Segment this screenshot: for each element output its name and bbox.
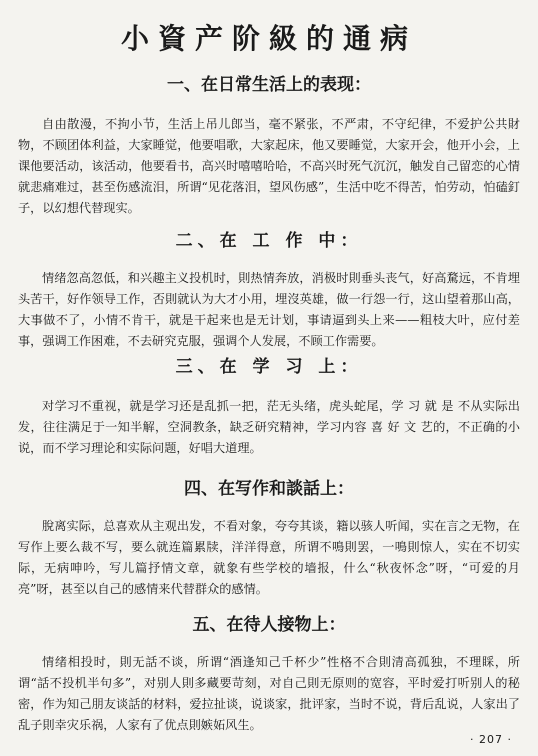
section-heading-work: 二、在 工 作 中： bbox=[175, 231, 363, 251]
page-number: · 207 · bbox=[470, 733, 512, 746]
section-body-social: 情绪相投时，則无話不谈，所谓“酒逢知己千杯少”性格不合則清高孤独，不理睬，所谓“話不投机半句多”，对别人則多藏要苛刻，对自己則无原则的宽容，平时爱打听别人的秘密，作为知己朋友谈話的材料，爱拉扯谈，说谈家，批评家，当时不说，背后乱说，人家出了乱子則幸灾乐祸，人家有了优点則嫉妬风生。 bbox=[18, 655, 520, 732]
section-heading-daily-life: 一、在日常生活上的表现： bbox=[167, 75, 371, 95]
section-heading-social: 五、在待人接物上： bbox=[192, 615, 346, 635]
section-body-work: 情绪忽高忽低，和兴趣主义投机时，則热情奔放，消极时則垂头丧气，好高騖远，不肯埋头苦干，好作领导工作，否則就认为大才小用，埋沒英雄，做一行怨一行，这山望着那山高，大事做不了，小情不肯干，就是干起来也是无计划，事请逼到头上来——粗枝大叶，应付差事，强调工作困难，不去研究克服，强调个人发展，不顾工作需要。 bbox=[18, 271, 520, 348]
section-body-writing: 脫离实际，总喜欢从主观出发，不看对象，夸夸其谈，籍以骇人听闻，实在言之无物，在写作上要么裁不写，要么就连篇累牍，洋洋得意，所谓不鳴則罢，一鳴則惊人，实在不切实际，无病呻吟，写儿篇抒情文章，就象有些学校的墙报，什么“秋夜怀念”呀，“可爱的月亮”呀，甚至以自己的感情来代替群众的感情。 bbox=[18, 519, 520, 596]
section-body-study: 对学习不重视，就是学习还是乱抓一把，茫无头绪，虎头蛇尾，学 习 就 是 不从实际出发，往往满足于一知半解，空洞教条，缺乏研究精神，学习内容 喜 好 文 艺的，不正确的小说，而不学习理论和实际问题，好唱大道理。 bbox=[18, 399, 520, 455]
section-heading-study: 三、在 学 习 上： bbox=[175, 357, 363, 377]
section-body-daily-life: 自由散漫，不拘小节，生活上吊儿郎当，毫不紧张，不严肃，不守纪律，不爱护公共財物，不顾团体利益，大家睡觉，他要唱歌，大家起床，他又要睡觉，大家开会，他开小会，上课他要活动，该活动，他要看书，高兴时嘻嘻哈哈，不高兴时死气沉沉，触发自己留恋的心情就悲痛难过，甚至伤感流泪，所谓“见花落泪，望风伤感”，生活中吃不得苦，怕劳动，怕磕釘子，以幻想代替现实。 bbox=[18, 117, 520, 215]
section-heading-writing: 四、在写作和談話上： bbox=[184, 479, 354, 499]
page-title: 小資产阶級的通病 bbox=[120, 22, 417, 55]
